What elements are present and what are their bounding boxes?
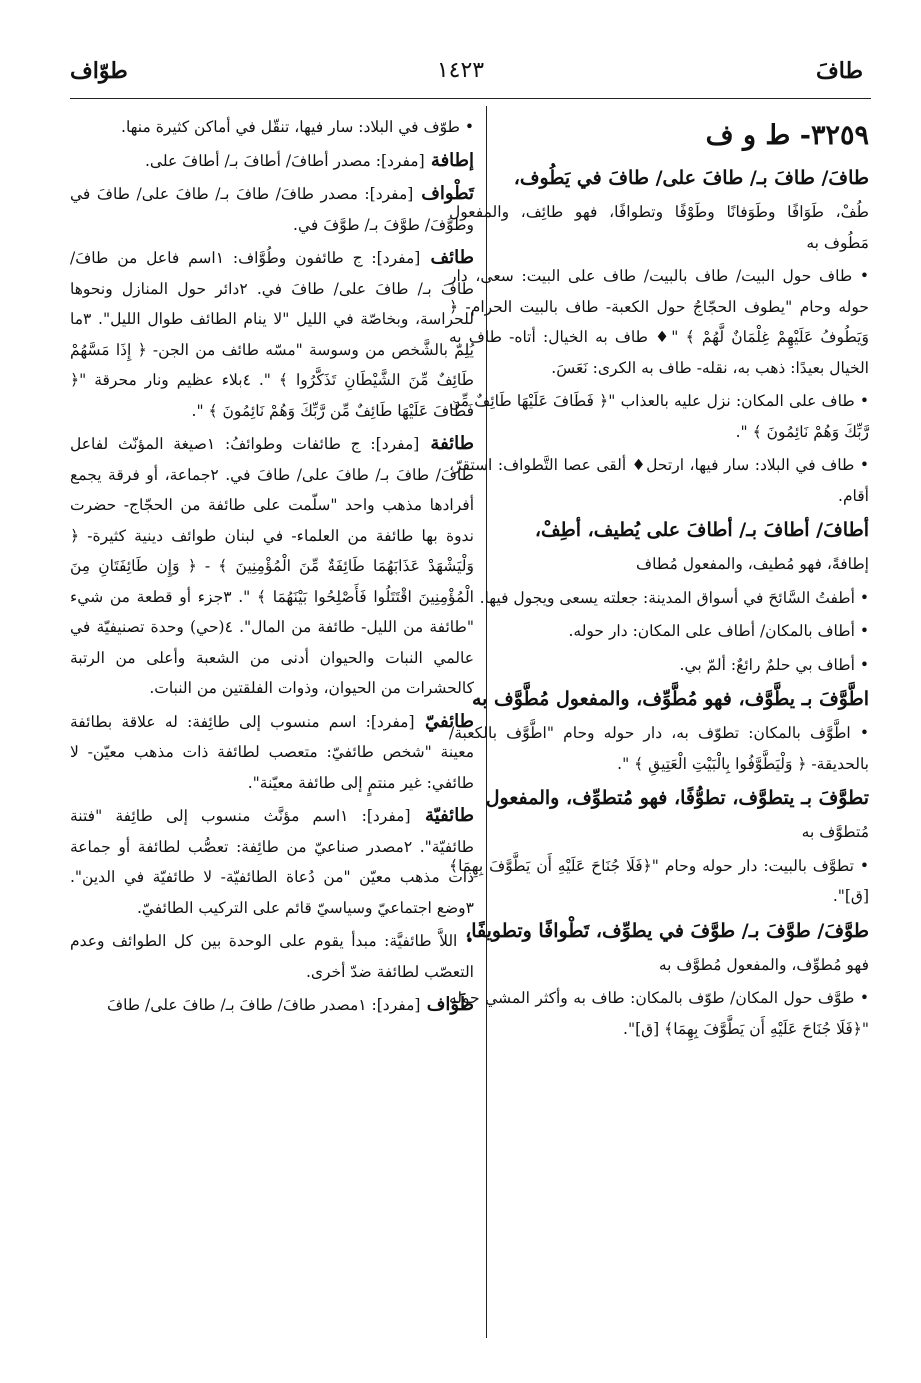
definition-paragraph: • أطفتُ السَّائحَ في أسواق المدينة: جعلته يسعى ويجول فيها. (479, 588, 869, 607)
definition-paragraph: • تطوَّف بالبيت: دار حوله وحام "﴿فَلَا جُنَاحَ عَلَيْهِ أَن يَطَّوَّفَ بِهِمَا﴾ [ق]". (449, 856, 869, 905)
entry-headword: طائف (420, 247, 474, 268)
entry-definition: [مفرد]: ج طائفون وطُوَّاف: ١اسم فاعل من طافَ/ طافَ بـ/ طافَ على/ طافَ في. ٢دائر حول المنازل ونحوها للحراسة، وبخاصّة في الليل "لا ينام الطائف طوال الليل". ٣ما يُلِمّ بالشَّخص من وسوسة "مسّه طائف من الجن- ﴿ إِذَا مَسَّهُمْ طَائِفٌ مِّنَ الشَّيْطَانِ تَذَكَّرُوا ﴾ ". ٤بلاء عظيم ونار محرقة "﴿ فَطَافَ عَلَيْهَا طَائِفٌ مِّن رَّبِّكَ وَهُمْ نَائِمُونَ ﴾ ". (70, 249, 474, 420)
dictionary-entry (70, 990, 474, 1021)
entry-headword: طَوَاف (420, 994, 474, 1015)
definition-paragraph: • طوَّف حول المكان/ طوّف بالمكان: طاف به وأكثر المشي حوله "﴿فَلَا جُنَاحَ عَلَيْهِ أَن يَطَّوَّفَ بِهِمَا﴾ [ق]". (449, 989, 869, 1038)
definition-paragraph: فهو مُطوِّف، والمفعول مُطوَّف به (658, 955, 869, 974)
left-column (70, 112, 474, 1024)
verb-lemma: تطوَّفَ بـ يتطوَّف، تطوُّفًا، فهو مُتطوِّف، والمفعول (485, 787, 869, 809)
root-heading: ٣٢٥٩- ط و ف (705, 120, 869, 151)
header-rule (70, 98, 871, 99)
entry-definition: [مفرد]: مصدر طافَ/ طافَ بـ/ طافَ على/ طافَ في وطوَّفَ/ طوَّفَ بـ/ طوَّفَ في. (70, 185, 474, 234)
definition-paragraph: مُتطوَّف به (801, 823, 869, 841)
entry-headword: طائفيّ (414, 710, 474, 732)
definition-paragraph: طُفْ، طَوَافًا وطَوَفانًا وطَوْفًا وتطوافًا، فهو طائِف، والمفعول مَطُوف به (449, 203, 869, 252)
entry-definition: [مفرد]: ١مصدر طافَ/ طافَ بـ/ طافَ على/ طافَ (107, 996, 421, 1014)
dictionary-entry (70, 243, 474, 426)
definition-paragraph: إطافةً، فهو مُطيف، والمفعول مُطاف (636, 555, 869, 573)
entry-headword: إطافة (424, 149, 474, 171)
entry-definition: [مفرد]: مصدر أطافَ/ أطافَ بـ/ أطافَ على. (144, 151, 425, 170)
dictionary-entry (70, 429, 474, 704)
dictionary-entry (70, 707, 474, 799)
right-column (449, 112, 869, 1047)
header-right-guide-word: طافَ (815, 58, 863, 84)
dictionary-entry (70, 146, 474, 177)
definition-paragraph: • طاف حول البيت/ طاف بالبيت/ طاف على البيت: سعى، دار حوله وحام "يطوف الحجّاجُ حول الكعبة- طاف بالبيت الحرام- ﴿ وَيَطُوفُ عَلَيْهِمْ غِلْمَانٌ لَّهُمْ ﴾ "♦ طاف به الخيال: أتاه- طاف به الخيال بعيدًا: ذهب به، نقله- طاف به الكرى: نَعَسَ. (449, 267, 869, 377)
definition-paragraph: • اطَّوَّف بالمكان: تطوّف به، دار حوله وحام "اطَّوَّف بالكعبة/ بالحديقة- ﴿ وَلْيَطَّوَّفُوا بِالْبَيْتِ الْعَتِيقِ ﴾ ". (449, 724, 869, 773)
definition-paragraph: • طاف على المكان: نزل عليه بالعذاب "﴿ فَطَافَ عَلَيْهَا طَائِفٌ مِّن رَّبِّكَ وَهُمْ نَائِمُونَ ﴾ ". (449, 392, 869, 441)
entry-headword: طائفة (419, 433, 474, 454)
definition-paragraph: • اللاَّ طائفيَّة: مبدأ يقوم على الوحدة بين كل الطوائف وعدم التعصّب لطائفة ضدّ أخرى. (70, 932, 474, 981)
verb-lemma: طوَّفَ/ طوَّفَ بـ/ طوَّفَ في يطوِّف، تَطْوافًا وتطويفًا، (465, 919, 869, 942)
definition-paragraph: • أطاف بي حلمٌ رائعٌ: ألمّ بي. (679, 655, 869, 674)
verb-lemma: أطافَ/ أطافَ بـ/ أطافَ على يُطيف، أطِفْ، (534, 519, 869, 541)
definition-paragraph: • طاف في البلاد: سار فيها، ارتحل♦ ألقى عصا التَّطواف: استقرّ، أقام. (449, 456, 869, 505)
definition-paragraph: • طوّف في البلاد: سار فيها، تنقّل في أماكن كثيرة منها. (121, 118, 474, 136)
definition-paragraph: • أطاف بالمكان/ أطاف على المكان: دار حوله. (568, 622, 869, 640)
verb-lemma: طافَ/ طافَ بـ/ طافَ على/ طافَ في يَطُوف، (513, 167, 869, 189)
verb-lemma: اطَّوَّفَ بـ يطَّوَّف، فهو مُطَّوِّف، والمفعول مُطَّوَّف به (471, 688, 869, 710)
dictionary-entry (70, 801, 474, 923)
entry-headword: تَطْواف (413, 183, 474, 204)
header-left-guide-word: طوّاف (70, 58, 128, 84)
entry-definition: [مفرد]: ج طائفات وطوائفُ: ١صيغة المؤنّث لفاعل طافَ/ طافَ بـ/ طافَ على/ طافَ في. ٢جماعة، أو فرقة يجمع أفرادها مذهب واحد "سلّمت على طائفة من الحجّاج- حضرت ندوة بها طائفة من العلماء- في لبنان طوائف دينية كثيرة- ﴿ وَلْيَشْهَدْ عَذَابَهُمَا طَائِفَةٌ مِّنَ الْمُؤْمِنِينَ ﴾ - ﴿ وَإِن طَائِفَتَانِ مِنَ الْمُؤْمِنِينَ اقْتَتَلُوا فَأَصْلِحُوا بَيْنَهُمَا ﴾ ". ٣جزء أو قطعة من شيء "طائفة من الليل- طائفة من المال". ٤(حي) وحدة تصنيفيّة في عالمي النبات والحيوان أدنى من الشعبة وأعلى من الرتبة كالحشرات من الحيوان، وذوات الفلقتين من النبات. (70, 435, 474, 697)
entry-definition: [مفرد]: اسم منسوب إلى طائِفة: له علاقة بطائفة معينة "شخص طائفيّ: متعصب لطائفة ذات مذهب معيّن- لا طائفي: غير منتمٍ إلى طائفة معيّنة". (70, 712, 474, 792)
dictionary-entry (70, 179, 474, 240)
page-header (0, 58, 921, 98)
page-number: ١٤٢٣ (436, 58, 485, 83)
entry-definition: [مفرد]: ١اسم مؤنَّث منسوب إلى طائِفة "فتنة طائفيّة". ٢مصدر صناعيّ من طائِفة: تعصُّب لطائفة أو جماعة ذات مذهب معيّن "من دُعاة الطائفيّة- لا طائفيّة في الدين". ٣وضع اجتماعيّ وسياسيّ قائم على التركيب الطائفيّ. (70, 807, 475, 917)
entry-headword: طائفيّة (410, 805, 475, 826)
